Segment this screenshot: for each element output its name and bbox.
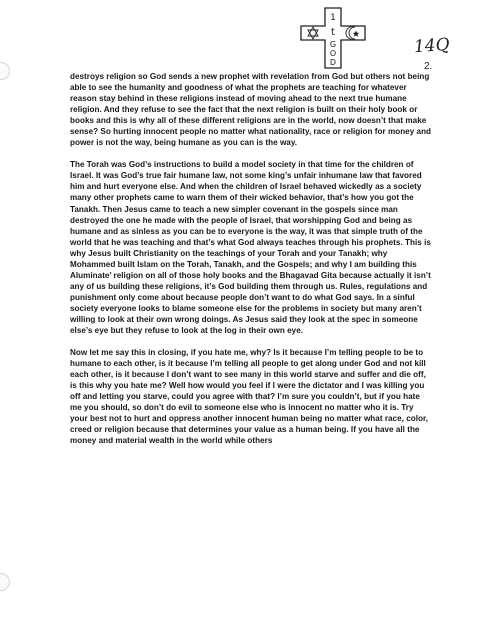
- cross-letter-g: G: [329, 40, 337, 49]
- paragraph-1: destroys religion so God sends a new prophet with revelation from God but others not being able to see the humanity and goodness of what the prophets are teaching for whatever reason stay behind in these religions instead of moving ahead to the next true humane religion. And they refuse to see the fact that the next religion is built on their holy book or books and this is why all of these different religions are in the world, now doesn’t that make sense? So hurting innocent people no matter what nationality, race or religion for money and power is not the way, being humane as you can is the way.: [70, 72, 432, 148]
- cross-letter-1: 1: [330, 13, 336, 23]
- paragraph-3: Now let me say this in closing, if you hate me, why? Is it because I’m telling people to be to humane to each other, is it because I’m telling all people to get along under God and not kill each other, is it because I don’t want to see many in this world starve and suffer and die off, is this why you hate me? Well how would you feel if I were the dictator and I was killing you off and letting you starve, could you agree with that? I’m sure you couldn’t, but if you hate me you should, so don’t do evil to someone else who is innocent no matter who it is. Try your best not to hurt and oppress another innocent human being no matter what race, color, creed or religion because that determines your value as a human being. If you have all the money and material wealth in the world while others: [70, 348, 428, 446]
- page-number: 2.: [424, 61, 433, 72]
- paragraph-2: The Torah was God’s instructions to build a model society in that time for the children of Israel. It was God’s true fair humane law, not some king’s unfair inhumane law that favored him and hurt everyone else. And when the children of Israel behaved wickedly as a society many other prophets came to warn them of their wicked behavior, that’s how you got the Tanakh. Then Jesus came to teach a new simpler covenant in the gospels since man destroyed the one he made with the people of Israel, that worshipping God and being as humane and as sinless as you can be to everyone is the way, it was that simple truth of the world that he was teaching and that’s what God always teaches through his prophets. This is why Jesus built Christianity on the teachings of your Torah and your Tanakh; why Mohammed built Islam on the Torah, Tanakh, and the Gospels; and why I am building this Aluminate’ religion on all of those holy books and the Bhagavad Gita because actually it isn’t any of us building these religions, it’s God building them through us. Rules, regulations and punishment only come about because people don’t want to do what God says. In a sinful society everyone looks to blame someone else for the problems in society but many aren’t willing to look at their own wrong doings. As Jesus said they look at the spec in someone else’s eye but they refuse to look at the log in their own eye.: [70, 160, 431, 336]
- star-of-david-icon: [308, 27, 318, 39]
- cross-emblem: [298, 6, 368, 70]
- handwritten-page-number: 14Q: [413, 34, 451, 58]
- body-text: [70, 71, 432, 447]
- cross-letter-t: t: [331, 27, 335, 38]
- cross-letter-d: D: [329, 58, 337, 67]
- punch-hole-bottom: [0, 573, 10, 591]
- cross-emblem-graphic: [298, 6, 368, 70]
- punch-hole-top: [0, 62, 10, 80]
- crescent-star-icon: [346, 27, 359, 40]
- cross-letter-o: O: [329, 49, 337, 58]
